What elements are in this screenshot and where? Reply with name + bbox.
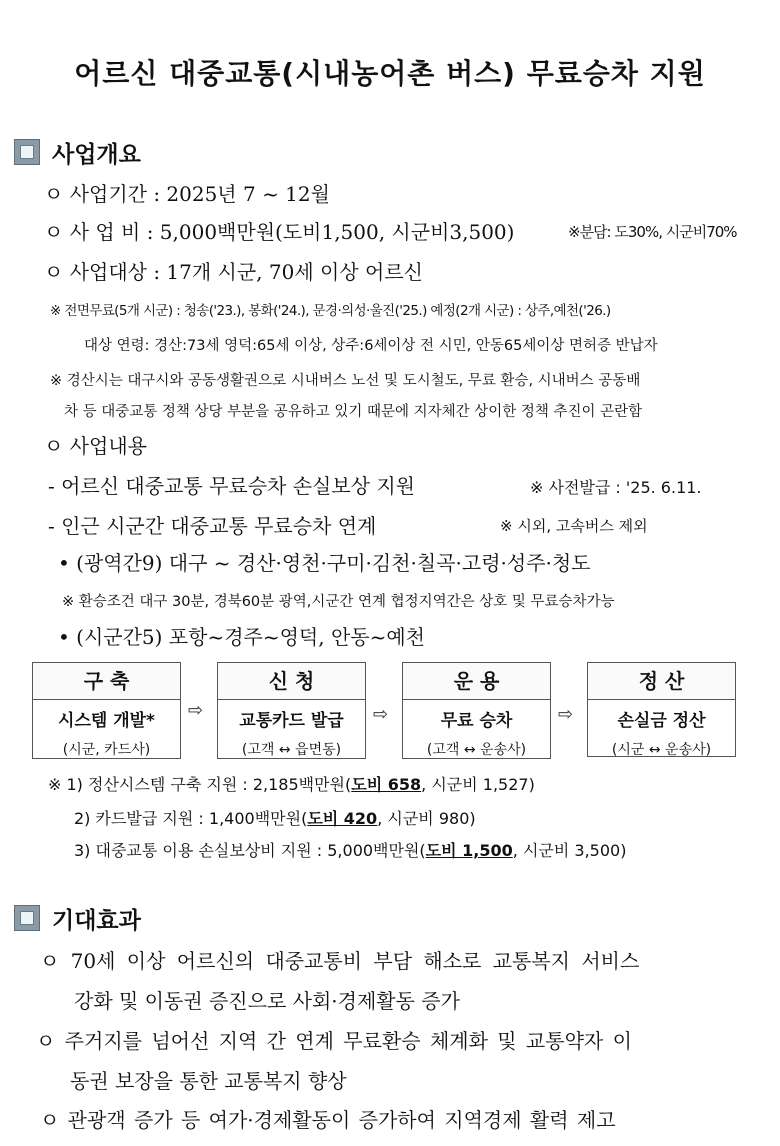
flow-box-sub: (고객 ↔ 읍면동) (241, 742, 342, 758)
flow-arrow-icon: ⇨ (558, 704, 574, 725)
bullet-metro-note: ※ 환승조건 대구 30분, 경북60분 광역,시군간 연계 협정지역간은 상호 및 무료승차가능 (62, 594, 615, 610)
bullet-metro: • (광역간9) 대구 ~ 경산·영천·구미·김천·칠곡·고령·성주·청도 (58, 551, 591, 575)
footnote-2-text: 2) 카드발급 지원 : 1,400백만원( (74, 809, 308, 828)
content-line: ㅇ 사업내용 (44, 434, 147, 458)
section-bullet-icon (14, 139, 40, 165)
flow-box-main: 시스템 개발* (58, 711, 155, 731)
flow-box-operate (402, 662, 551, 759)
period-line: ㅇ 사업기간 : 2025년 7 ~ 12월 (44, 182, 330, 206)
footnote-1-city: , 시군비 1,527) (421, 775, 535, 794)
flow-arrow-icon: ⇨ (373, 704, 389, 725)
flow-box-main: 손실금 정산 (617, 711, 706, 731)
footnote-3 (74, 838, 626, 861)
budget-line: ㅇ 사 업 비 : 5,000백만원(도비1,500, 시군비3,500) (44, 220, 515, 244)
section-bullet-icon (14, 905, 40, 931)
footnote-1 (48, 772, 535, 795)
bullet-city: • (시군간5) 포항~경주~영덕, 안동~예천 (58, 625, 425, 649)
footnote-2-city: , 시군비 980) (377, 809, 476, 828)
content-item-2-note: ※ 시외, 고속버스 제외 (500, 517, 648, 535)
content-item-1: - 어르신 대중교통 무료승차 손실보상 지원 (48, 474, 415, 498)
flow-arrow-icon: ⇨ (188, 700, 204, 721)
section-heading-overview: 사업개요 (52, 142, 141, 168)
note-eligible-age: 대상 연령: 경산:73세 영덕:65세 이상, 상주:6세이상 전 시민, 안동65세이상 면허증 반납자 (84, 338, 658, 354)
footnote-1-text: ※ 1) 정산시스템 구축 지원 : 2,185백만원( (48, 775, 352, 794)
note-free-areas: ※ 전면무료(5개 시군) : 청송('23.), 봉화('24.), 문경·의성·울진('25.) 예정(2개 시군) : 상주,예천('26.) (50, 303, 611, 319)
flow-box-header: 구 축 (33, 663, 180, 700)
effect-1-line-1: ㅇ 70세 이상 어르신의 대중교통비 부담 해소로 교통복지 서비스 (40, 949, 640, 973)
footnote-2-province: 도비 420 (307, 809, 378, 828)
flow-box-sub: (시군 ↔ 운송사) (611, 742, 712, 758)
target-line: ㅇ 사업대상 : 17개 시군, 70세 이상 어르신 (44, 260, 423, 284)
footnote-3-province: 도비 1,500 (425, 841, 513, 860)
flow-box-header: 신 청 (218, 663, 365, 700)
flow-box-header: 운 용 (403, 663, 550, 700)
flow-box-sub: (고객 ↔ 운송사) (426, 742, 527, 758)
effect-2-line-2: 동권 보장을 통한 교통복지 향상 (70, 1069, 347, 1093)
flow-box-build (32, 662, 181, 759)
content-item-1-note: ※ 사전발급 : '25. 6.11. (530, 478, 702, 497)
flow-box-settle (587, 662, 736, 757)
effect-2-line-1: ㅇ 주거지를 넘어선 지역 간 연계 무료환승 체계화 및 교통약자 이 (36, 1029, 632, 1053)
page-title: 어르신 대중교통(시내농어촌 버스) 무료승차 지원 (74, 57, 706, 90)
footnote-2 (74, 806, 476, 829)
content-item-2: - 인근 시군간 대중교통 무료승차 연계 (48, 514, 377, 538)
effect-3-line-1: ㅇ 관광객 증가 등 여가·경제활동이 증가하여 지역경제 활력 제고 (40, 1108, 616, 1132)
note-gyeongsan-2: 차 등 대중교통 정책 상당 부분을 공유하고 있기 때문에 지자체간 상이한 정책 추진이 곤란함 (64, 404, 643, 420)
flow-box-header: 정 산 (588, 663, 735, 700)
effect-1-line-2: 강화 및 이동권 증진으로 사회·경제활동 증가 (74, 989, 460, 1013)
footnote-3-city: , 시군비 3,500) (512, 841, 627, 860)
flow-box-sub: (시군, 카드사) (62, 742, 151, 758)
flow-box-apply (217, 662, 366, 759)
note-gyeongsan-1: ※ 경산시는 대구시와 공동생활권으로 시내버스 노선 및 도시철도, 무료 환승, 시내버스 공동배 (50, 373, 641, 389)
section-heading-effects: 기대효과 (52, 908, 141, 934)
footnote-3-text: 3) 대중교통 이용 손실보상비 지원 : 5,000백만원( (74, 841, 426, 860)
flow-box-main: 교통카드 발급 (239, 711, 344, 731)
footnote-1-province: 도비 658 (351, 775, 422, 794)
budget-share-note: ※분담: 도30%, 시군비70% (568, 223, 737, 241)
flow-box-main: 무료 승차 (440, 711, 513, 731)
